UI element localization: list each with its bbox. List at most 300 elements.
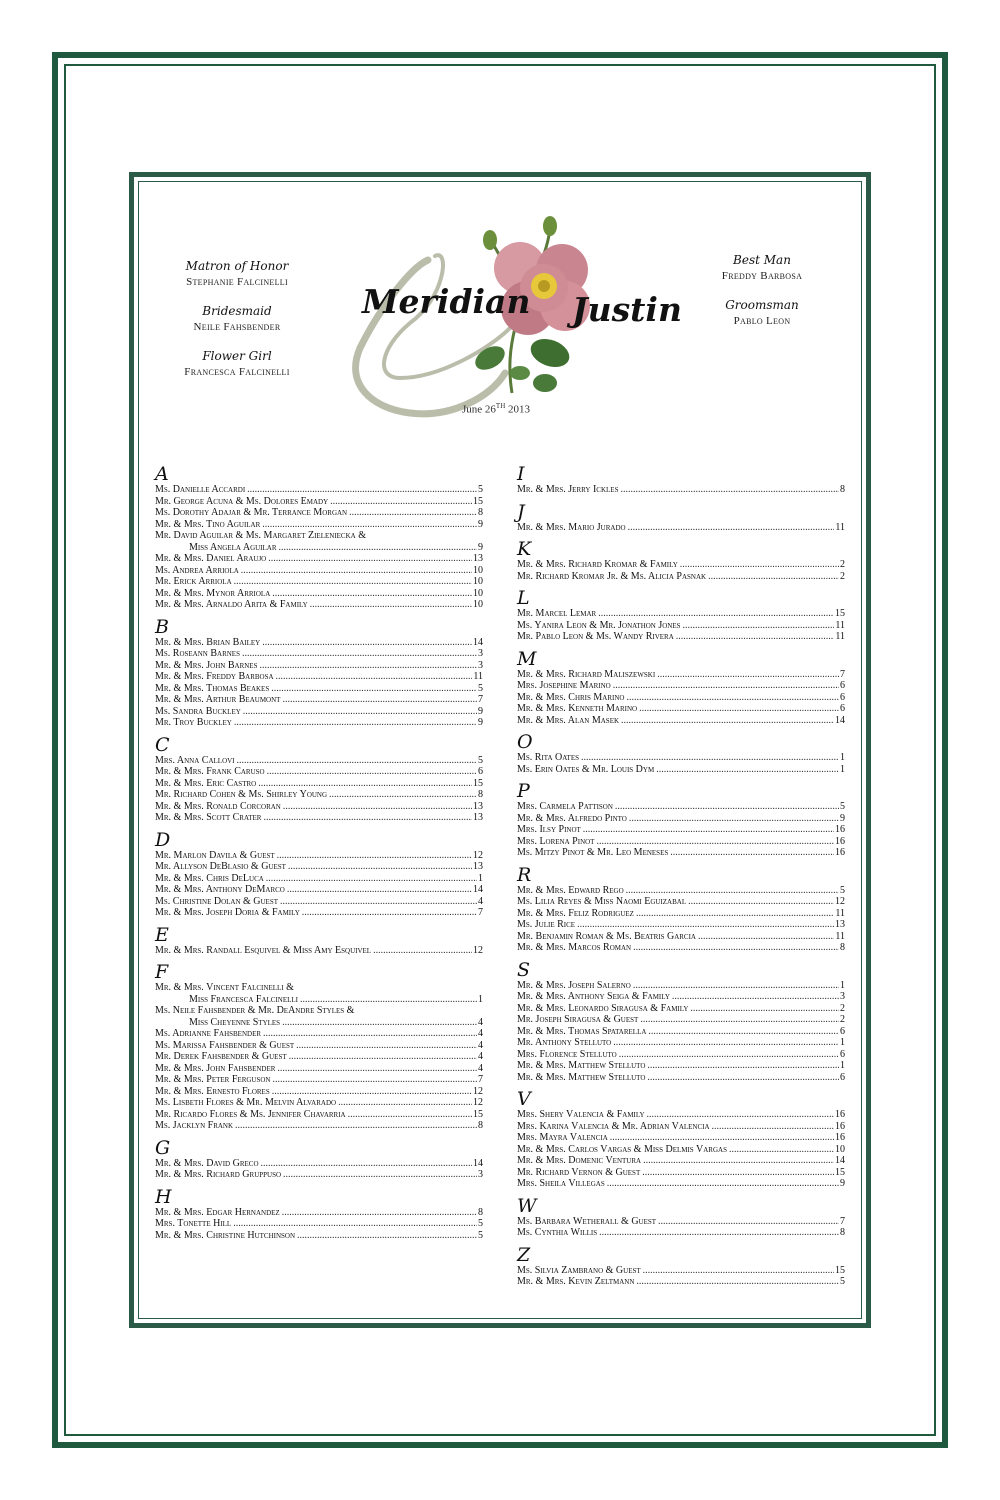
guest-name: Ms. Silvia Zambrano & Guest [517,1264,641,1276]
guest-name: Ms. Neile Fahsbender & Mr. DeAndre Styles & [155,1005,355,1016]
guest-name: Mr. & Mrs. Brian Bailey [155,636,261,648]
guest-entry [517,1167,845,1179]
section-letter: H [155,1185,172,1208]
letter-section [155,962,483,1132]
table-number: 6 [840,1071,845,1083]
section-letter: G [155,1136,171,1159]
guest-name: Mrs. Shery Valencia & Family [517,1109,645,1120]
section-letter: E [155,923,169,946]
ampersand-swirl [356,255,510,414]
dot-leader [263,1028,477,1040]
dot-leader [277,850,472,862]
guest-entry [517,764,845,776]
letter-section [517,649,845,727]
guest-entry [517,1144,845,1156]
guest-name: Ms. Rita Oates [517,752,580,763]
table-number: 4 [478,1039,483,1051]
dot-leader [708,571,839,583]
dot-leader [262,519,477,531]
guest-name: Mr. & Mrs. Freddy Barbosa [155,671,274,682]
dot-leader [243,706,477,718]
dot-leader [658,1216,839,1228]
dot-leader [348,1109,472,1121]
section-letter: L [517,587,530,609]
guest-entry [155,484,483,496]
guest-entry [155,588,483,600]
dot-leader [680,559,839,571]
guest-name: Ms. Cynthia Willis [517,1227,598,1238]
guest-entry [155,565,483,577]
table-number: 5 [478,1218,483,1229]
section-letter: M [517,647,537,670]
dot-leader [621,715,834,727]
guest-entry [155,1028,483,1040]
guest-name: Ms. Lisbeth Flores & Mr. Melvin Alvarado [155,1097,337,1108]
dot-leader [656,764,839,776]
guest-name: Mr. & Mrs. Vincent Falcinelli & [155,982,294,993]
table-number: 2 [840,1002,845,1014]
dot-leader [639,703,839,715]
guest-entry [517,919,845,931]
guest-entry [517,692,845,704]
party-name: Neile Fahsbender [193,321,281,333]
table-number: 10 [473,564,483,576]
table-number: 9 [840,812,845,824]
guest-name: Mr. Erick Arriola [155,576,232,587]
guest-name: Mr. & Mrs. Carlos Vargas & Miss Delmis Vargas [517,1143,727,1155]
guest-name: Ms. Julie Rice [517,919,576,930]
party-member [682,298,842,327]
guest-name: Ms. Lilia Reyes & Miss Naomi Eguizabal [517,896,687,907]
guest-name: Mr. & Mrs. Ronald Corcoran [155,800,281,812]
dot-leader [288,861,472,873]
table-number: 14 [473,1157,483,1169]
dot-leader [302,907,477,919]
section-letter: O [517,731,533,753]
guest-entry [155,994,483,1006]
table-number: 12 [473,944,483,956]
guest-entry [517,942,845,954]
table-number: 16 [835,1109,845,1120]
table-number: 15 [835,608,845,619]
table-number: 10 [473,599,483,610]
guest-name: Mr. & Mrs. Mario Jurado [517,521,626,533]
guest-name: Mr. & Mrs. Chris DeLuca [155,872,264,884]
dot-leader [648,1026,839,1038]
guest-name: Ms. Marissa Fahsbender & Guest [155,1039,295,1051]
guest-entry [517,680,845,692]
guest-entry [517,931,845,943]
guest-entry [155,1158,483,1170]
guest-name: Mr. & Mrs. Randall Esquivel & Miss Amy Esquivel [155,944,372,956]
guest-name: Mr. & Mrs. John Barnes [155,659,258,671]
table-number: 2 [840,559,845,570]
guest-name: Mrs. Tonette Hill [155,1218,232,1229]
letter-section [517,1089,845,1190]
dot-leader [672,991,839,1003]
table-number: 13 [835,919,845,930]
table-number: 8 [478,789,483,800]
table-number: 7 [840,668,845,680]
dot-leader [282,694,477,706]
section-letter: C [155,733,170,756]
guest-name: Mr. & Mrs. Richard Kromar & Family [517,559,678,570]
table-number: 9 [840,1178,845,1189]
table-number: 15 [473,777,483,789]
table-number: 16 [835,1132,845,1143]
guest-entry [155,1005,483,1017]
table-number: 4 [478,1028,483,1039]
dot-leader [263,812,472,824]
dot-leader [272,588,472,600]
guest-name: Mr. Richard Vernon & Guest [517,1166,641,1178]
table-number: 14 [473,636,483,648]
guest-name: Ms. Adrianne Fahsbender [155,1028,262,1039]
table-number: 1 [840,1060,845,1071]
section-letter: B [155,615,169,638]
guest-entry [155,1040,483,1052]
guest-entry [517,703,845,715]
guest-name: Miss Cheyenne Styles [189,1016,281,1028]
guest-name: Mrs. Carmela Pattison [517,801,613,812]
guest-name: Ms. Jacklyn Frank [155,1120,234,1131]
guest-name: Mr. Anthony Stelluto [517,1037,612,1048]
dot-leader [247,484,477,496]
table-number: 8 [478,1120,483,1131]
guest-name: Mr. Benjamin Roman & Ms. Beatris Garcia [517,930,696,942]
table-number: 13 [473,553,483,564]
dot-leader [268,553,472,565]
guest-name: Mr. & Mrs. Arnaldo Arita & Family [155,599,308,610]
guest-entry [155,648,483,660]
guest-entry [155,1063,483,1075]
guest-entry [517,608,845,620]
table-number: 4 [478,1062,483,1074]
guest-entry [155,1120,483,1132]
guest-name: Mr. & Mrs. Matthew Stelluto [517,1060,646,1071]
guest-name: Mr. & Mrs. Richard Gruppuso [155,1169,282,1180]
guest-name: Mr. Joseph Siragusa & Guest [517,1014,639,1025]
guest-name: Mr. Marcel Lemar [517,608,597,619]
letter-section [155,830,483,919]
guest-entry [155,884,483,896]
dot-leader [233,1218,477,1230]
table-number: 10 [835,1143,845,1155]
letter-section [517,865,845,954]
section-letter: S [517,958,531,981]
guest-entry [155,496,483,508]
table-number: 9 [478,717,483,728]
table-number: 3 [840,991,845,1002]
guest-entry [517,801,845,813]
dot-leader [596,836,834,848]
dot-leader [628,522,835,534]
letter-section [517,1196,845,1239]
guest-name: Mr. & Mrs. Thomas Beakes [155,682,270,694]
guest-name: Mr. David Aguilar & Ms. Margaret Zieleniecka & [155,530,366,541]
dot-leader [670,847,834,859]
guest-entry [517,836,845,848]
dot-leader [643,1155,834,1167]
guest-name: Mr. & Mrs. Marcos Roman [517,942,632,953]
dot-leader [283,801,472,813]
guest-name: Ms. Barbara Wetherall & Guest [517,1215,657,1227]
guest-entry [517,1132,845,1144]
table-number: 13 [473,800,483,812]
table-number: 14 [835,1155,845,1166]
guest-entry [517,896,845,908]
table-number: 4 [478,895,483,907]
guest-entry [155,507,483,519]
guest-name: Mr. George Acuna & Ms. Dolores Emady [155,495,329,507]
guest-name: Mr. Marlon Davila & Guest [155,849,275,861]
guest-entry [517,1265,845,1277]
section-letter: D [155,828,171,851]
dot-leader [647,1072,839,1084]
dot-leader [276,671,473,683]
section-letter: V [517,1088,531,1110]
guest-name: Mr. & Mrs. Thomas Spatarella [517,1025,647,1037]
table-number: 15 [473,495,483,507]
party-name: Freddy Barbosa [721,270,803,282]
guest-name: Mr. & Mrs. Tino Aguilar [155,518,261,530]
table-number: 3 [478,659,483,671]
dot-leader [272,1086,472,1098]
table-number: 6 [478,766,483,777]
party-role: Groomsman [725,298,799,312]
letter-section [155,925,483,957]
guest-entry [155,553,483,565]
guest-entry [155,1207,483,1219]
dot-leader [289,1051,477,1063]
guest-entry [517,715,845,727]
dot-leader [338,1097,472,1109]
table-number: 1 [478,993,483,1005]
dot-leader [277,1063,477,1075]
table-number: 1 [840,752,845,763]
letter-section [517,781,845,859]
party-name: Francesca Falcinelli [184,366,290,378]
guest-list-left [155,458,483,1241]
table-number: 5 [840,884,845,896]
guest-name: Ms. Danielle Accardi [155,484,246,495]
dot-leader [613,1037,839,1049]
dot-leader [599,1227,839,1239]
dot-leader [287,884,472,896]
table-number: 8 [478,1206,483,1218]
guest-entry [517,1178,845,1190]
table-number: 5 [478,682,483,694]
guest-name: Mr. Pablo Leon & Ms. Wandy Rivera [517,631,674,642]
dot-leader [688,896,834,908]
dot-leader [607,1178,839,1190]
table-number: 6 [840,1048,845,1060]
section-letter: Z [517,1243,531,1266]
guest-entry [517,1155,845,1167]
guest-entry [155,1051,483,1063]
table-number: 15 [473,1108,483,1120]
guest-name: Ms. Christine Dolan & Guest [155,895,279,907]
section-letter: J [517,500,525,523]
guest-name: Mr. & Mrs. Peter Ferguson [155,1074,271,1085]
guest-entry [517,980,845,992]
dot-leader [615,801,839,813]
guest-name: Mr. & Mrs. Feliz Rodriguez [517,907,634,919]
table-number: 11 [835,521,845,533]
guest-name: Mr. & Mrs. Richard Maliszewski [517,668,656,680]
guest-entry [155,1109,483,1121]
guest-name: Mr. & Mrs. Alan Masek [517,714,620,726]
table-number: 12 [835,896,845,907]
guest-entry [155,576,483,588]
table-number: 13 [473,861,483,872]
guest-entry [517,1072,845,1084]
table-number: 15 [835,1264,845,1276]
guest-entry [517,559,845,571]
guest-name: Mrs. Mayra Valencia [517,1132,608,1143]
dot-leader [633,942,839,954]
guest-entry [517,1216,845,1228]
guest-name: Mr. Richard Kromar Jr. & Ms. Alicia Pasnak [517,570,707,582]
dot-leader [297,1230,477,1242]
dot-leader [267,766,477,778]
guest-entry [517,752,845,764]
table-number: 14 [473,884,483,895]
table-number: 1 [840,1037,845,1048]
guest-entry [517,824,845,836]
table-number: 16 [835,1120,845,1132]
section-letter: P [517,780,530,802]
bride-name: Meridian [362,282,531,321]
guest-name: Mr. & Mrs. Anthony DeMarco [155,884,285,895]
dot-leader [234,576,472,588]
table-number: 9 [478,518,483,530]
dot-leader [373,945,472,957]
table-number: 2 [840,570,845,582]
guest-entry [155,542,483,554]
guest-name: Ms. Sandra Buckley [155,705,241,717]
guest-name: Mr. & Mrs. Chris Marino [517,691,625,703]
table-number: 1 [840,763,845,775]
dot-leader [272,1074,477,1086]
party-member [157,304,317,333]
guest-entry [155,789,483,801]
guest-name: Mr. & Mrs. Joseph Salerno [517,979,631,991]
table-number: 8 [840,484,845,495]
guest-entry [155,861,483,873]
letter-section [155,1187,483,1242]
dot-leader [234,717,477,729]
guest-name: Mrs. Ilsy Pinot [517,824,581,835]
guest-entry [155,717,483,729]
guest-name: Mr. & Mrs. David Greco [155,1157,259,1169]
dot-leader [258,778,472,790]
wedding-party-left [157,259,317,394]
table-number: 16 [835,835,845,847]
guest-name: Mr. & Mrs. Arthur Beaumont [155,694,281,705]
guest-name: Mrs. Karina Valencia & Mr. Adrian Valencia [517,1120,710,1132]
guest-entry [517,813,845,825]
dot-leader [626,692,839,704]
dot-leader [620,484,839,496]
guest-entry [155,599,483,611]
table-number: 3 [478,1169,483,1180]
guest-name: Mr. & Mrs. Daniel Araujo [155,553,267,564]
guest-entry [517,847,845,859]
table-number: 5 [478,484,483,495]
table-number: 8 [840,1227,845,1238]
dot-leader [643,1265,834,1277]
table-number: 4 [478,1016,483,1028]
guest-entry [517,885,845,897]
letter-section [517,1245,845,1288]
table-number: 6 [840,680,845,691]
table-number: 7 [478,694,483,705]
dot-leader [633,980,839,992]
guest-entry [155,1086,483,1098]
dot-leader [349,507,477,519]
guest-name: Mrs. Anna Callovi [155,754,235,766]
guest-entry [517,1049,845,1061]
guest-entry [155,671,483,683]
guest-name: Mrs. Sheila Villegas [517,1178,605,1189]
dot-leader [683,620,835,632]
dot-leader [657,669,839,681]
dot-leader [241,565,472,577]
dot-leader [690,1003,839,1015]
guest-entry [155,637,483,649]
guest-entry [517,991,845,1003]
table-number: 11 [473,671,483,682]
guest-name: Mr. & Mrs. Frank Caruso [155,766,265,777]
guest-entry [155,694,483,706]
dot-leader [261,1158,473,1170]
guest-name: Mr. & Mrs. Jerry Ickles [517,484,619,495]
guest-entry [155,1017,483,1029]
guest-entry [155,1097,483,1109]
guest-name: Mr. & Mrs. Ernesto Flores [155,1085,270,1097]
guest-entry [155,1074,483,1086]
letter-section [155,464,483,611]
dot-leader [282,1017,477,1029]
dot-leader [280,896,477,908]
dot-leader [279,542,477,554]
table-number: 10 [473,576,483,587]
guest-entry [155,945,483,957]
dot-leader [613,680,839,692]
dot-leader [300,994,477,1006]
table-number: 16 [835,824,845,835]
guest-entry [517,631,845,643]
guest-entry [155,1218,483,1230]
table-number: 12 [473,849,483,861]
dot-leader [235,1120,477,1132]
dot-leader [647,1109,834,1121]
guest-name: Mr. & Mrs. Alfredo Pinto [517,812,627,824]
guest-entry [155,812,483,824]
guest-name: Mr. Allyson DeBlasio & Guest [155,861,286,872]
dot-leader [619,1049,839,1061]
guest-entry [517,484,845,496]
guest-entry [517,908,845,920]
table-number: 11 [835,619,845,631]
guest-name: Ms. Roseann Barnes [155,648,240,659]
guest-list-right [517,458,845,1288]
guest-entry [517,1003,845,1015]
table-number: 11 [835,631,845,642]
dot-leader [237,755,477,767]
table-number: 9 [478,705,483,717]
